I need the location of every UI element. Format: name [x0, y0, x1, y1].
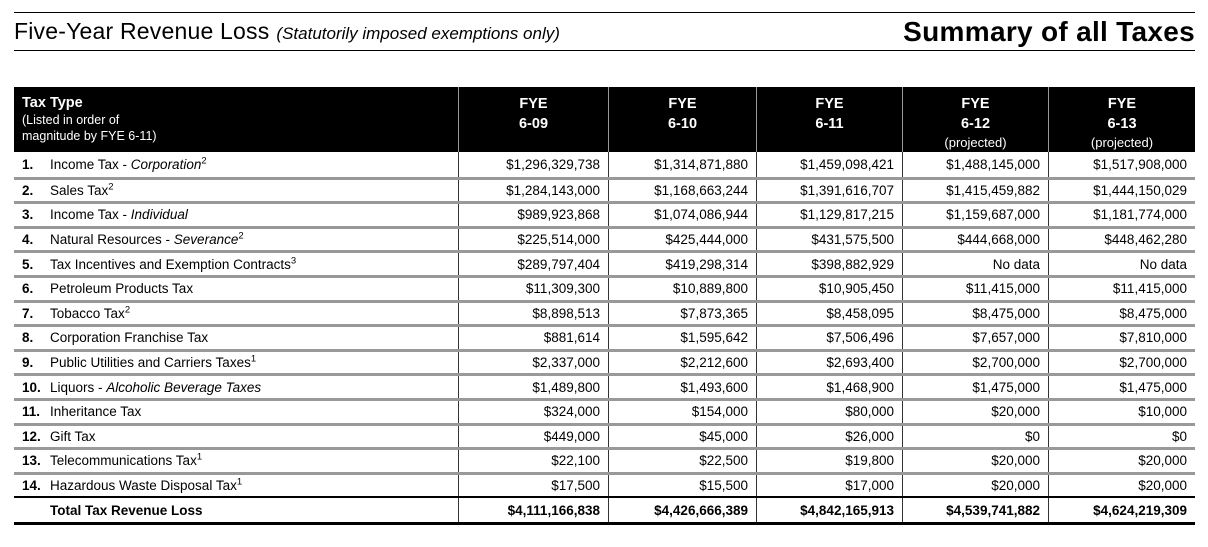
row-number: 5.	[22, 256, 34, 272]
value-cell-fye-6-13: $1,517,908,000	[1048, 152, 1195, 177]
tax-type-cell	[14, 450, 458, 472]
value-cell-fye-6-09: $22,100	[458, 450, 608, 472]
tax-name: Corporation Franchise Tax	[50, 330, 209, 346]
value-cell-fye-6-12: $7,657,000	[902, 327, 1048, 349]
value-cell-fye-6-09: $1,296,329,738	[458, 152, 608, 177]
tax-type-cell	[14, 401, 458, 423]
row-number: 6.	[22, 281, 34, 297]
value-cell-fye-6-09: $17,500	[458, 475, 608, 497]
page-subtitle: (Statutorily imposed exemptions only)	[276, 24, 560, 43]
row-number: 13.	[22, 453, 41, 469]
revenue-loss-table	[14, 87, 1195, 525]
value-cell-fye-6-12: $1,415,459,882	[902, 180, 1048, 202]
value-cell-fye-6-10: $22,500	[608, 450, 756, 472]
value-cell-fye-6-12: No data	[902, 253, 1048, 275]
total-value-cell: $4,426,666,389	[608, 498, 756, 522]
value-cell-fye-6-11: $2,693,400	[756, 352, 902, 374]
tax-type-cell	[14, 278, 458, 300]
tax-name: Petroleum Products Tax	[50, 281, 194, 297]
tax-type-cell	[14, 376, 458, 398]
tax-name: Hazardous Waste Disposal Tax$^1$	[50, 476, 243, 494]
value-cell-fye-6-12: $20,000	[902, 401, 1048, 423]
value-cell-fye-6-10: $7,873,365	[608, 303, 756, 325]
tax-name: Public Utilities and Carriers Taxes$^1$	[50, 353, 257, 371]
table-row	[14, 349, 1195, 374]
total-label-cell	[14, 498, 458, 522]
value-cell-fye-6-13: $20,000	[1048, 450, 1195, 472]
tax-type-cell	[14, 352, 458, 374]
value-cell-fye-6-11: $398,882,929	[756, 253, 902, 275]
value-cell-fye-6-09: $289,797,404	[458, 253, 608, 275]
row-number: 1.	[22, 156, 34, 172]
value-cell-fye-6-13: $448,462,280	[1048, 229, 1195, 251]
tax-name: Tobacco Tax$^2$	[50, 304, 131, 321]
value-cell-fye-6-12: $0	[902, 426, 1048, 448]
value-cell-fye-6-13: $1,181,774,000	[1048, 204, 1195, 226]
tax-name: Sales Tax$^2$	[50, 181, 114, 198]
value-cell-fye-6-13: $1,475,000	[1048, 376, 1195, 398]
total-value-cell: $4,539,741,882	[902, 498, 1048, 522]
title-left	[14, 18, 560, 45]
table-row	[14, 300, 1195, 325]
value-cell-fye-6-11: $80,000	[756, 401, 902, 423]
tax-name: Income Tax - Corporation$^2$	[50, 155, 207, 172]
tax-type-cell	[14, 152, 458, 177]
value-cell-fye-6-12: $11,415,000	[902, 278, 1048, 300]
table-row	[14, 398, 1195, 423]
value-cell-fye-6-09: $989,923,868	[458, 204, 608, 226]
header-tax-type-note-line2: magnitude by FYE 6-11)	[22, 129, 157, 143]
header-tax-type	[14, 87, 458, 152]
tax-type-cell	[14, 180, 458, 202]
tax-name: Natural Resources - Severance$^2$	[50, 230, 244, 248]
total-value-cell: $4,624,219,309	[1048, 498, 1195, 522]
tax-name: Inheritance Tax	[50, 404, 142, 420]
value-cell-fye-6-11: $1,459,098,421	[756, 152, 902, 177]
table-row	[14, 373, 1195, 398]
row-number: 9.	[22, 355, 34, 371]
header-fye-6-13-projected: FYE 6-13 (projected)	[1048, 87, 1195, 152]
tax-type-cell	[14, 475, 458, 497]
tax-type-cell	[14, 204, 458, 226]
value-cell-fye-6-13: $2,700,000	[1048, 352, 1195, 374]
value-cell-fye-6-09: $2,337,000	[458, 352, 608, 374]
value-cell-fye-6-13: $8,475,000	[1048, 303, 1195, 325]
table-row	[14, 447, 1195, 472]
value-cell-fye-6-11: $19,800	[756, 450, 902, 472]
tax-name: Gift Tax	[50, 428, 96, 444]
value-cell-fye-6-11: $17,000	[756, 475, 902, 497]
header-fye-6-12-projected: FYE 6-12 (projected)	[902, 87, 1048, 152]
header-fye-6-09: FYE 6-09	[458, 87, 608, 152]
value-cell-fye-6-12: $20,000	[902, 450, 1048, 472]
table-row	[14, 250, 1195, 275]
value-cell-fye-6-09: $881,614	[458, 327, 608, 349]
title-rule	[14, 50, 1195, 51]
row-number: 7.	[22, 305, 34, 321]
tax-type-cell	[14, 426, 458, 448]
value-cell-fye-6-10: $419,298,314	[608, 253, 756, 275]
row-number: 3.	[22, 207, 34, 223]
tax-name: Liquors - Alcoholic Beverage Taxes	[50, 379, 262, 395]
value-cell-fye-6-12: $2,700,000	[902, 352, 1048, 374]
row-number: 8.	[22, 330, 34, 346]
report-page	[0, 12, 1208, 525]
table-row	[14, 324, 1195, 349]
value-cell-fye-6-11: $26,000	[756, 426, 902, 448]
value-cell-fye-6-09: $8,898,513	[458, 303, 608, 325]
value-cell-fye-6-10: $15,500	[608, 475, 756, 497]
value-cell-fye-6-12: $1,159,687,000	[902, 204, 1048, 226]
value-cell-fye-6-10: $45,000	[608, 426, 756, 448]
tax-type-cell	[14, 303, 458, 325]
row-number: 4.	[22, 232, 34, 248]
total-row	[14, 496, 1195, 522]
value-cell-fye-6-10: $425,444,000	[608, 229, 756, 251]
row-number: 2.	[22, 182, 34, 198]
total-value-cell: $4,111,166,838	[458, 498, 608, 522]
table-header-row	[14, 87, 1195, 152]
value-cell-fye-6-13: $20,000	[1048, 475, 1195, 497]
value-cell-fye-6-11: $1,468,900	[756, 376, 902, 398]
value-cell-fye-6-13: $0	[1048, 426, 1195, 448]
table-row	[14, 201, 1195, 226]
table-row	[14, 226, 1195, 251]
value-cell-fye-6-11: $1,129,817,215	[756, 204, 902, 226]
value-cell-fye-6-10: $1,314,871,880	[608, 152, 756, 177]
value-cell-fye-6-12: $1,475,000	[902, 376, 1048, 398]
tax-name: Income Tax - Individual	[50, 207, 188, 223]
total-label: Total Tax Revenue Loss	[50, 502, 203, 518]
value-cell-fye-6-12: $444,668,000	[902, 229, 1048, 251]
value-cell-fye-6-10: $1,168,663,244	[608, 180, 756, 202]
value-cell-fye-6-12: $1,488,145,000	[902, 152, 1048, 177]
value-cell-fye-6-13: No data	[1048, 253, 1195, 275]
value-cell-fye-6-13: $11,415,000	[1048, 278, 1195, 300]
row-number: 10.	[22, 379, 41, 395]
total-value-cell: $4,842,165,913	[756, 498, 902, 522]
table-body	[14, 152, 1195, 496]
value-cell-fye-6-09: $449,000	[458, 426, 608, 448]
value-cell-fye-6-13: $10,000	[1048, 401, 1195, 423]
table-row	[14, 472, 1195, 497]
value-cell-fye-6-10: $2,212,600	[608, 352, 756, 374]
page-title: Five-Year Revenue Loss	[14, 18, 270, 44]
header-tax-type-label: Tax Type	[22, 95, 83, 111]
value-cell-fye-6-11: $1,391,616,707	[756, 180, 902, 202]
section-title: Summary of all Taxes	[903, 15, 1195, 47]
table-row	[14, 177, 1195, 202]
row-number: 11.	[22, 404, 41, 420]
row-number: 12.	[22, 428, 41, 444]
table-row	[14, 152, 1195, 177]
value-cell-fye-6-09: $1,489,800	[458, 376, 608, 398]
tax-type-cell	[14, 327, 458, 349]
table-row	[14, 423, 1195, 448]
row-number: 14.	[22, 478, 41, 494]
value-cell-fye-6-13: $1,444,150,029	[1048, 180, 1195, 202]
tax-name: Telecommunications Tax$^1$	[50, 451, 203, 469]
value-cell-fye-6-11: $8,458,095	[756, 303, 902, 325]
header-fye-6-10: FYE 6-10	[608, 87, 756, 152]
value-cell-fye-6-10: $1,493,600	[608, 376, 756, 398]
value-cell-fye-6-09: $324,000	[458, 401, 608, 423]
tax-name: Tax Incentives and Exemption Contracts$^3$	[50, 255, 297, 272]
tax-type-cell	[14, 253, 458, 275]
header-fye-6-11: FYE 6-11	[756, 87, 902, 152]
value-cell-fye-6-10: $1,074,086,944	[608, 204, 756, 226]
value-cell-fye-6-09: $225,514,000	[458, 229, 608, 251]
value-cell-fye-6-12: $20,000	[902, 475, 1048, 497]
value-cell-fye-6-11: $7,506,496	[756, 327, 902, 349]
value-cell-fye-6-10: $10,889,800	[608, 278, 756, 300]
value-cell-fye-6-11: $10,905,450	[756, 278, 902, 300]
value-cell-fye-6-10: $154,000	[608, 401, 756, 423]
value-cell-fye-6-09: $1,284,143,000	[458, 180, 608, 202]
table-row	[14, 275, 1195, 300]
header-tax-type-note-line1: (Listed in order of	[22, 113, 120, 127]
value-cell-fye-6-09: $11,309,300	[458, 278, 608, 300]
value-cell-fye-6-11: $431,575,500	[756, 229, 902, 251]
tax-type-cell	[14, 229, 458, 251]
value-cell-fye-6-10: $1,595,642	[608, 327, 756, 349]
title-bar	[14, 13, 1195, 50]
value-cell-fye-6-13: $7,810,000	[1048, 327, 1195, 349]
value-cell-fye-6-12: $8,475,000	[902, 303, 1048, 325]
